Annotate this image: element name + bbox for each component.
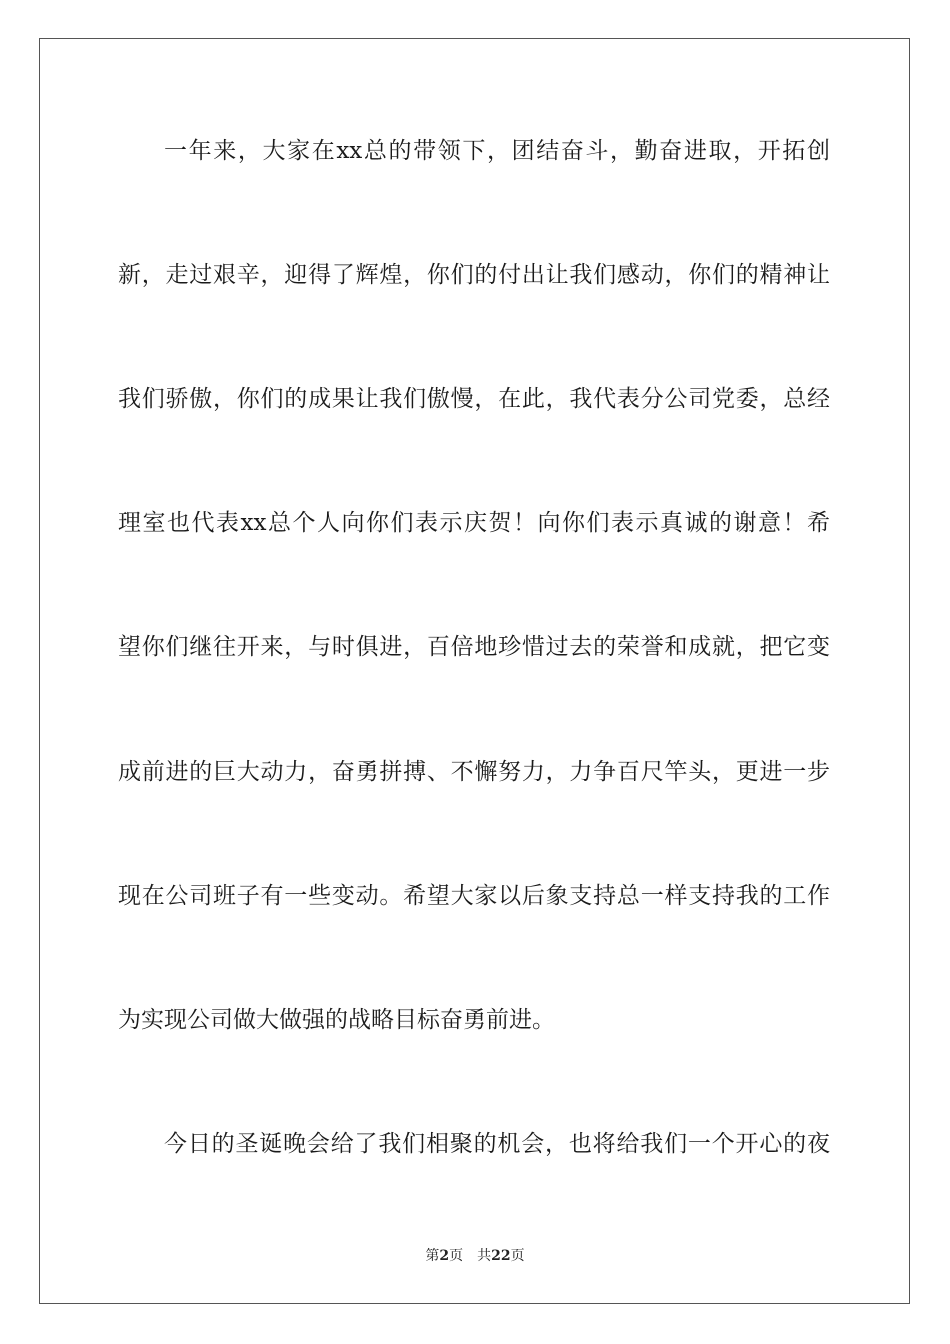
page-prefix: 第 [425, 1248, 440, 1264]
page-number: 2 [439, 1248, 450, 1264]
total-pages: 22 [491, 1248, 511, 1264]
page-suffix: 页 [449, 1248, 464, 1264]
page-footer [0, 1247, 950, 1265]
paragraph-line: 今日的圣诞晚会给了我们相聚的机会，也将给我们一个开心的夜 [164, 1131, 830, 1157]
total-suffix: 页 [510, 1248, 525, 1264]
paragraph-line: 为实现公司做大做强的战略目标奋勇前进。 [118, 1007, 555, 1033]
paragraph-line: 一年来，大家在xx总的带领下，团结奋斗，勤奋进取，开拓创 [164, 138, 830, 164]
paragraph-line: 新，走过艰辛，迎得了辉煌，你们的付出让我们感动，你们的精神让 [118, 262, 830, 288]
page-border [39, 38, 910, 1304]
paragraph-line: 理室也代表xx总个人向你们表示庆贺！向你们表示真诚的谢意！希 [118, 510, 830, 536]
paragraph-line: 成前进的巨大动力，奋勇拼搏、不懈努力，力争百尺竿头，更进一步 [118, 759, 830, 785]
paragraph-line: 现在公司班子有一些变动。希望大家以后象支持总一样支持我的工作 [118, 883, 830, 909]
paragraph-line: 望你们继往开来，与时俱进，百倍地珍惜过去的荣誉和成就，把它变 [118, 634, 830, 660]
paragraph-line: 我们骄傲，你们的成果让我们傲慢，在此，我代表分公司党委，总经 [118, 386, 830, 412]
total-prefix: 共 [477, 1248, 492, 1264]
